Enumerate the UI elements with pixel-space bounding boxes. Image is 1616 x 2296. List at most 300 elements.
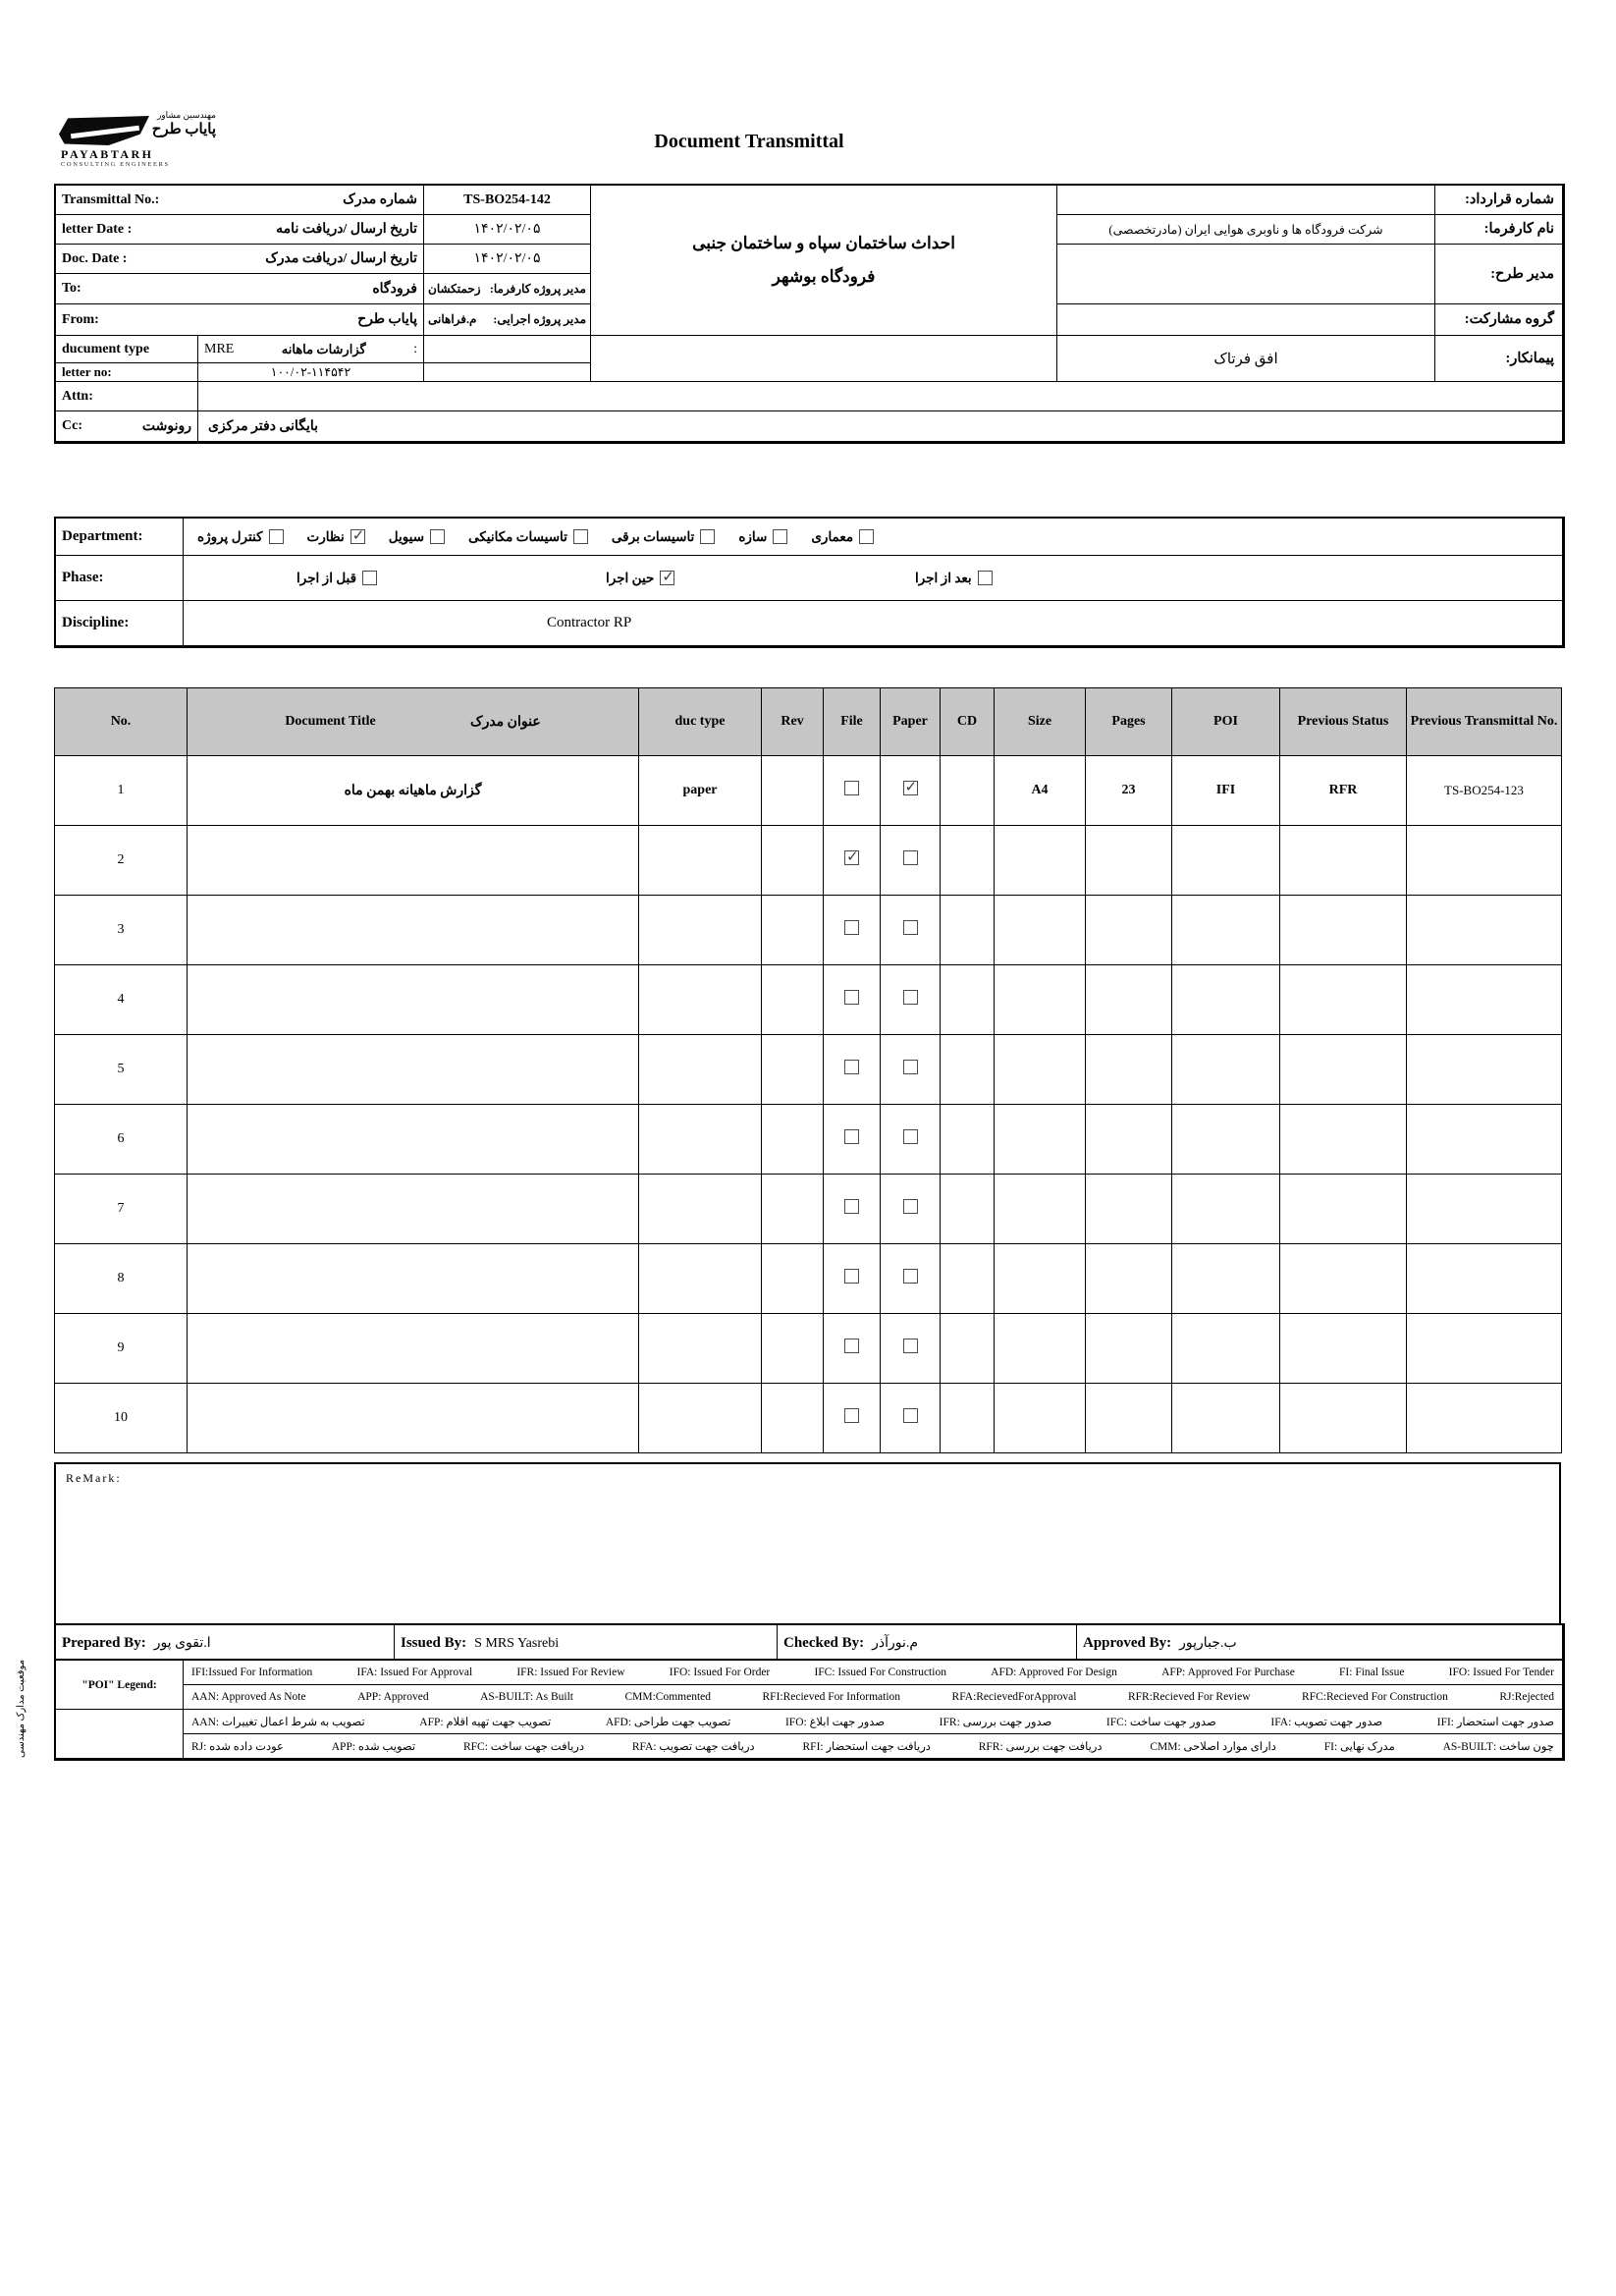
cell-poi: [1172, 965, 1280, 1035]
cell-title: [188, 896, 639, 965]
cell-pages: [1086, 1314, 1172, 1384]
cell-file: [824, 1384, 881, 1453]
legend-item: APP: Approved: [357, 1691, 429, 1703]
department-checkbox[interactable]: [700, 529, 715, 544]
legend-item: عودت داده شده :RJ: [191, 1741, 284, 1753]
col-poi: POI: [1172, 688, 1280, 756]
cell-prev_status: [1280, 1035, 1407, 1105]
issued-by-cell: [395, 1625, 778, 1663]
cell-no: 5: [55, 1035, 188, 1105]
cell-size: [995, 1244, 1086, 1314]
approved-by-label: Approved By:: [1083, 1635, 1172, 1651]
department-section-table: [54, 517, 1565, 648]
cell-no: 7: [55, 1175, 188, 1244]
phase-option-label: حین اجرا: [606, 570, 655, 585]
col-title-en: Document Title: [285, 714, 376, 729]
cell-title: [188, 1175, 639, 1244]
col-size: Size: [995, 688, 1086, 756]
cell-title: [188, 1244, 639, 1314]
cell-rev: [762, 756, 824, 826]
cell-pages: [1086, 1105, 1172, 1175]
contractor-label: پیمانکار:: [1435, 336, 1563, 382]
cell-prev_status: RFR: [1280, 756, 1407, 826]
cell-no: 3: [55, 896, 188, 965]
file-checkbox[interactable]: [844, 990, 859, 1005]
table-row: [55, 1175, 1562, 1244]
paper-checkbox[interactable]: [903, 1060, 918, 1074]
department-option-label: تاسیسات مکانیکی: [468, 528, 567, 544]
logo-fa-tagline: مهندسین مشاور: [156, 110, 216, 120]
table-row: [55, 1244, 1562, 1314]
phase-options: [184, 556, 1563, 601]
checked-by-name: م.نورآذر: [872, 1636, 919, 1651]
cell-no: 1: [55, 756, 188, 826]
table-header-row: [55, 688, 1562, 756]
department-checkbox[interactable]: [350, 529, 365, 544]
attn-value: [198, 382, 1563, 411]
exec-pm-value: م.فراهانی: [428, 312, 477, 326]
client-name-label: نام کارفرما:: [1435, 215, 1563, 245]
legend-item: دریافت جهت بررسی :RFR: [978, 1741, 1103, 1753]
prepared-by-label: Prepared By:: [62, 1635, 146, 1651]
legend-item: AFP: Approved For Purchase: [1161, 1667, 1295, 1678]
cell-paper: [881, 756, 941, 826]
logo-fa-name: پایاب طرح: [151, 122, 216, 137]
legend-item: چون ساخت :AS-BUILT: [1442, 1741, 1554, 1753]
cell-duc_type: [639, 1175, 762, 1244]
project-title-line2: فرودگاه بوشهر: [772, 267, 876, 286]
table-row: [55, 1384, 1562, 1453]
transmittal-no-label-en: Transmittal No.:: [62, 191, 160, 207]
legend-table: [54, 1659, 1565, 1761]
legend-item: RFI:Recieved For Information: [762, 1691, 901, 1703]
paper-checkbox[interactable]: [903, 1129, 918, 1144]
cell-cd: [941, 1175, 995, 1244]
legend-item: RFA:RecievedForApproval: [951, 1691, 1077, 1703]
letter-date-label-cell: [56, 215, 424, 245]
letter-no-label: letter no:: [56, 363, 198, 382]
cell-duc_type: paper: [639, 756, 762, 826]
design-manager-value: [1057, 245, 1435, 304]
legend-item: صدور جهت بررسی :IFR: [939, 1717, 1052, 1728]
client-pm-cell: [424, 274, 591, 304]
cell-title: [188, 965, 639, 1035]
legend-item: دریافت جهت ساخت :RFC: [462, 1741, 584, 1753]
cell-cd: [941, 1244, 995, 1314]
cell-file: [824, 756, 881, 826]
cell-size: [995, 965, 1086, 1035]
cell-duc_type: [639, 1035, 762, 1105]
paper-checkbox[interactable]: [903, 920, 918, 935]
table-row: [55, 1105, 1562, 1175]
cell-title: [188, 1314, 639, 1384]
legend-item: IFO: Issued For Tender: [1448, 1667, 1554, 1678]
cell-pages: [1086, 1384, 1172, 1453]
doc-date-label-fa: تاریخ ارسال /دریافت مدرک: [265, 251, 417, 266]
cell-pages: [1086, 1244, 1172, 1314]
department-option-label: سیویل: [388, 528, 425, 544]
department-options: [184, 519, 1563, 556]
cell-file: [824, 1175, 881, 1244]
cell-size: [995, 1175, 1086, 1244]
jv-value: [1057, 304, 1435, 336]
legend-item: صدور جهت ساخت :IFC: [1105, 1717, 1216, 1728]
contract-no-label: شماره قرارداد:: [1435, 186, 1563, 215]
col-duc-type: duc type: [639, 688, 762, 756]
cell-pages: 23: [1086, 756, 1172, 826]
department-label: Department:: [56, 519, 184, 556]
department-option: [468, 529, 588, 545]
department-option: [811, 529, 874, 545]
cell-no: 6: [55, 1105, 188, 1175]
cell-cd: [941, 1314, 995, 1384]
cell-cd: [941, 1105, 995, 1175]
legend-item: IFO: Issued For Order: [669, 1667, 771, 1678]
col-cd: CD: [941, 688, 995, 756]
department-option-label: کنترل پروژه: [197, 528, 263, 544]
cell-duc_type: [639, 1384, 762, 1453]
col-file: File: [824, 688, 881, 756]
legend-item: دریافت جهت استحضار :RFI: [802, 1741, 931, 1753]
cell-poi: [1172, 1035, 1280, 1105]
col-prev-no: Previous Transmittal No.: [1407, 688, 1562, 756]
cell-rev: [762, 1035, 824, 1105]
engineering-documents-status-side-label: موقعیت مدارک مهندسی: [16, 1659, 27, 1758]
table-row: [55, 896, 1562, 965]
file-checkbox[interactable]: [844, 1129, 859, 1144]
cell-pages: [1086, 965, 1172, 1035]
to-value: فرودگاه: [372, 281, 417, 297]
department-checkbox[interactable]: [859, 529, 874, 544]
exec-pm-cell: [424, 304, 591, 336]
cell-size: [995, 826, 1086, 896]
paper-checkbox[interactable]: [903, 850, 918, 865]
cell-poi: [1172, 896, 1280, 965]
legend-item: صدور جهت تصویب :IFA: [1270, 1717, 1383, 1728]
cell-prev_status: [1280, 826, 1407, 896]
department-option: [307, 529, 365, 545]
client-name-value: شرکت فرودگاه ها و ناوبری هوایی ایران (مادرتخصصی): [1057, 215, 1435, 245]
doc-type-code: MRE: [204, 341, 235, 356]
cell-rev: [762, 1175, 824, 1244]
cell-cd: [941, 1384, 995, 1453]
col-paper: Paper: [881, 688, 941, 756]
jv-label: گروه مشارکت:: [1435, 304, 1563, 336]
cell-size: A4: [995, 756, 1086, 826]
checked-by-cell: [778, 1625, 1077, 1663]
col-prev-status: Previous Status: [1280, 688, 1407, 756]
project-empty-cell: [591, 336, 1057, 382]
cell-poi: [1172, 1314, 1280, 1384]
col-title-fa: عنوان مدرک: [470, 714, 541, 730]
phase-option-label: قبل از اجرا: [296, 570, 357, 585]
cell-poi: [1172, 1105, 1280, 1175]
cell-duc_type: [639, 826, 762, 896]
cell-rev: [762, 1384, 824, 1453]
legend-item: FI: Final Issue: [1339, 1667, 1405, 1678]
department-option-label: سازه: [738, 528, 768, 544]
cell-title: گزارش ماهیانه بهمن ماه: [188, 756, 639, 826]
cell-pages: [1086, 896, 1172, 965]
discipline-cell: [184, 601, 1563, 646]
paper-checkbox[interactable]: [903, 1339, 918, 1353]
from-cell: [56, 304, 424, 336]
legend-side-cell: [56, 1710, 184, 1759]
cell-title: [188, 1105, 639, 1175]
discipline-value: Contractor RP: [547, 615, 632, 630]
approved-by-name: ب.جبارپور: [1179, 1636, 1237, 1651]
logo-en-subtitle: CONSULTING ENGINEERS: [61, 161, 170, 168]
legend-item: صدور جهت ابلاغ :IFO: [784, 1717, 886, 1728]
cell-duc_type: [639, 1244, 762, 1314]
legend-item: تصویب جهت تهیه اقلام :AFP: [419, 1717, 552, 1728]
cell-rev: [762, 1314, 824, 1384]
phase-checkbox[interactable]: [362, 571, 377, 585]
phase-label: Phase:: [56, 556, 184, 601]
legend-item: RJ:Rejected: [1499, 1691, 1554, 1703]
paper-checkbox[interactable]: [903, 990, 918, 1005]
cell-duc_type: [639, 965, 762, 1035]
cell-duc_type: [639, 1105, 762, 1175]
cell-title: [188, 1035, 639, 1105]
cc-label: Cc:: [62, 418, 82, 433]
transmittal-no-label-cell: [56, 186, 424, 215]
table-row: [55, 756, 1562, 826]
from-value: پایاب طرح: [357, 312, 417, 327]
project-title: [591, 186, 1057, 336]
legend-item: مدرک نهایی :FI: [1323, 1741, 1395, 1753]
cell-paper: [881, 965, 941, 1035]
transmittal-no-label-fa: شماره مدرک: [343, 192, 417, 207]
paper-checkbox[interactable]: [903, 781, 918, 795]
phase-option-label: بعد از اجرا: [915, 570, 972, 585]
cell-cd: [941, 965, 995, 1035]
legend-row-4: [184, 1734, 1563, 1759]
doc-date-value: ۱۴۰۲/۰۲/۰۵: [424, 245, 591, 274]
letter-date-label-fa: تاریخ ارسال /دریافت نامه: [276, 222, 417, 237]
cell-paper: [881, 1244, 941, 1314]
cell-paper: [881, 1314, 941, 1384]
cell-rev: [762, 1105, 824, 1175]
from-label: From:: [62, 311, 99, 327]
legend-item: صدور جهت استحضار :IFI: [1436, 1717, 1554, 1728]
transmittal-no-value: TS-BO254-142: [424, 186, 591, 215]
cell-rev: [762, 1244, 824, 1314]
cc-cell: [56, 411, 198, 442]
department-option-label: نظارت: [306, 528, 345, 544]
cc-label-fa: رونوشت: [141, 418, 191, 434]
doc-type-colon: :: [413, 341, 417, 356]
client-pm-label: مدیر پروژه کارفرما:: [489, 281, 586, 296]
paper-checkbox[interactable]: [903, 1408, 918, 1423]
paper-checkbox[interactable]: [903, 1269, 918, 1284]
cell-size: [995, 1384, 1086, 1453]
cell-poi: [1172, 826, 1280, 896]
cell-rev: [762, 826, 824, 896]
cell-no: 4: [55, 965, 188, 1035]
cell-prev_status: [1280, 1384, 1407, 1453]
cell-file: [824, 1105, 881, 1175]
col-title: [188, 688, 639, 756]
page-title: Document Transmittal: [654, 131, 844, 152]
table-row: [55, 965, 1562, 1035]
letter-date-label-en: letter Date :: [62, 221, 133, 237]
legend-item: RFR:Recieved For Review: [1127, 1691, 1251, 1703]
cell-prev_no: [1407, 1384, 1562, 1453]
legend-item: دارای موارد اصلاحی :CMM: [1150, 1741, 1276, 1753]
cell-prev_no: [1407, 896, 1562, 965]
contractor-value: افق فرتاک: [1057, 336, 1435, 382]
cell-prev_no: [1407, 1035, 1562, 1105]
col-rev: Rev: [762, 688, 824, 756]
file-checkbox[interactable]: [844, 920, 859, 935]
cell-title: [188, 1384, 639, 1453]
cell-prev_no: [1407, 1314, 1562, 1384]
cell-cd: [941, 756, 995, 826]
table-row: [55, 1035, 1562, 1105]
phase-option: [915, 571, 993, 586]
cell-cd: [941, 826, 995, 896]
doc-type-cell: [198, 336, 424, 363]
legend-item: CMM:Commented: [624, 1691, 712, 1703]
legend-item: IFA: Issued For Approval: [356, 1667, 473, 1678]
logo-swoosh-icon: [59, 116, 149, 145]
to-cell: [56, 274, 424, 304]
cell-size: [995, 1314, 1086, 1384]
to-label: To:: [62, 281, 81, 296]
table-row: [55, 1314, 1562, 1384]
cell-title: [188, 826, 639, 896]
cell-poi: [1172, 1175, 1280, 1244]
cell-paper: [881, 896, 941, 965]
department-checkbox[interactable]: [773, 529, 787, 544]
doc-date-label-cell: [56, 245, 424, 274]
legend-row-2: [184, 1685, 1563, 1710]
col-no: No.: [55, 688, 188, 756]
cell-prev_status: [1280, 1244, 1407, 1314]
col-pages: Pages: [1086, 688, 1172, 756]
doc-type-empty-cell: [424, 336, 591, 363]
cell-no: 10: [55, 1384, 188, 1453]
cell-file: [824, 1035, 881, 1105]
cell-poi: [1172, 1384, 1280, 1453]
cell-rev: [762, 896, 824, 965]
cell-paper: [881, 826, 941, 896]
department-option-label: معماری: [811, 528, 854, 544]
legend-item: RFC:Recieved For Construction: [1302, 1691, 1448, 1703]
letter-no-value: ۱۰۰/۰۲-۱۱۴۵۴۲: [198, 363, 424, 382]
letter-date-value: ۱۴۰۲/۰۲/۰۵: [424, 215, 591, 245]
file-checkbox[interactable]: [844, 1060, 859, 1074]
attn-label: Attn:: [56, 382, 198, 411]
cc-value: بایگانی دفتر مرکزی: [198, 411, 1563, 442]
cell-pages: [1086, 1175, 1172, 1244]
cell-file: [824, 1314, 881, 1384]
documents-table: [54, 687, 1562, 1453]
cell-size: [995, 896, 1086, 965]
poi-legend-label: "POI" Legend:: [56, 1661, 184, 1710]
cell-pages: [1086, 1035, 1172, 1105]
legend-item: تصویب به شرط اعمال تغییرات :AAN: [191, 1717, 365, 1728]
prepared-by-name: ا.تقوی پور: [153, 1636, 211, 1651]
cell-prev_status: [1280, 965, 1407, 1035]
legend-item: AAN: Approved As Note: [191, 1691, 306, 1703]
department-checkbox[interactable]: [269, 529, 284, 544]
legend-row-3: [184, 1710, 1563, 1734]
cell-file: [824, 826, 881, 896]
legend-item: دریافت جهت تصویب :RFA: [631, 1741, 755, 1753]
department-option: [389, 529, 445, 545]
legend-item: IFR: Issued For Review: [516, 1667, 625, 1678]
department-checkbox[interactable]: [573, 529, 588, 544]
phase-checkbox[interactable]: [660, 571, 674, 585]
cell-poi: IFI: [1172, 756, 1280, 826]
cell-paper: [881, 1175, 941, 1244]
legend-row-1: [184, 1661, 1563, 1685]
paper-checkbox[interactable]: [903, 1199, 918, 1214]
exec-pm-label: مدیر پروژه اجرایی:: [493, 312, 586, 326]
issued-by-name: S MRS Yasrebi: [474, 1635, 560, 1651]
legend-item: AFD: Approved For Design: [991, 1667, 1117, 1678]
department-option-label: تاسیسات برقی: [611, 528, 695, 544]
legend-item: AS-BUILT: As Built: [480, 1691, 573, 1703]
department-option: [738, 529, 787, 545]
cell-file: [824, 896, 881, 965]
transmittal-info-table: [54, 184, 1565, 444]
remark-box: [54, 1462, 1561, 1625]
cell-no: 2: [55, 826, 188, 896]
department-option: [612, 529, 715, 545]
cell-no: 9: [55, 1314, 188, 1384]
file-checkbox[interactable]: [844, 1199, 859, 1214]
phase-checkbox[interactable]: [978, 571, 993, 585]
contract-no-value: [1057, 186, 1435, 215]
cell-size: [995, 1035, 1086, 1105]
department-checkbox[interactable]: [430, 529, 445, 544]
approved-by-cell: [1077, 1625, 1563, 1663]
cell-paper: [881, 1384, 941, 1453]
cell-poi: [1172, 1244, 1280, 1314]
remark-label: ReMark:: [66, 1471, 122, 1485]
phase-option: [296, 571, 377, 586]
file-checkbox[interactable]: [844, 1339, 859, 1353]
cell-file: [824, 1244, 881, 1314]
cell-prev_no: [1407, 965, 1562, 1035]
doc-type-fa: گزارشات ماهانه: [281, 341, 366, 356]
design-manager-label: مدیر طرح:: [1435, 245, 1563, 304]
cell-prev_no: [1407, 826, 1562, 896]
file-checkbox[interactable]: [844, 1408, 859, 1423]
legend-item: IFC: Issued For Construction: [814, 1667, 946, 1678]
table-row: [55, 826, 1562, 896]
file-checkbox[interactable]: [844, 850, 859, 865]
project-title-line1: احداث ساختمان سپاه و ساختمان جنبی: [692, 234, 955, 252]
cell-prev_no: [1407, 1244, 1562, 1314]
cell-no: 8: [55, 1244, 188, 1314]
doc-type-label: ducument type: [56, 336, 198, 363]
cell-prev_status: [1280, 896, 1407, 965]
issued-by-label: Issued By:: [401, 1635, 467, 1651]
checked-by-label: Checked By:: [783, 1635, 865, 1651]
cell-file: [824, 965, 881, 1035]
file-checkbox[interactable]: [844, 1269, 859, 1284]
file-checkbox[interactable]: [844, 781, 859, 795]
logo-en-name: PAYABTARH: [61, 147, 154, 161]
cell-prev_status: [1280, 1175, 1407, 1244]
cell-prev_no: [1407, 1175, 1562, 1244]
letter-no-empty-cell: [424, 363, 591, 382]
phase-option: [606, 571, 674, 586]
